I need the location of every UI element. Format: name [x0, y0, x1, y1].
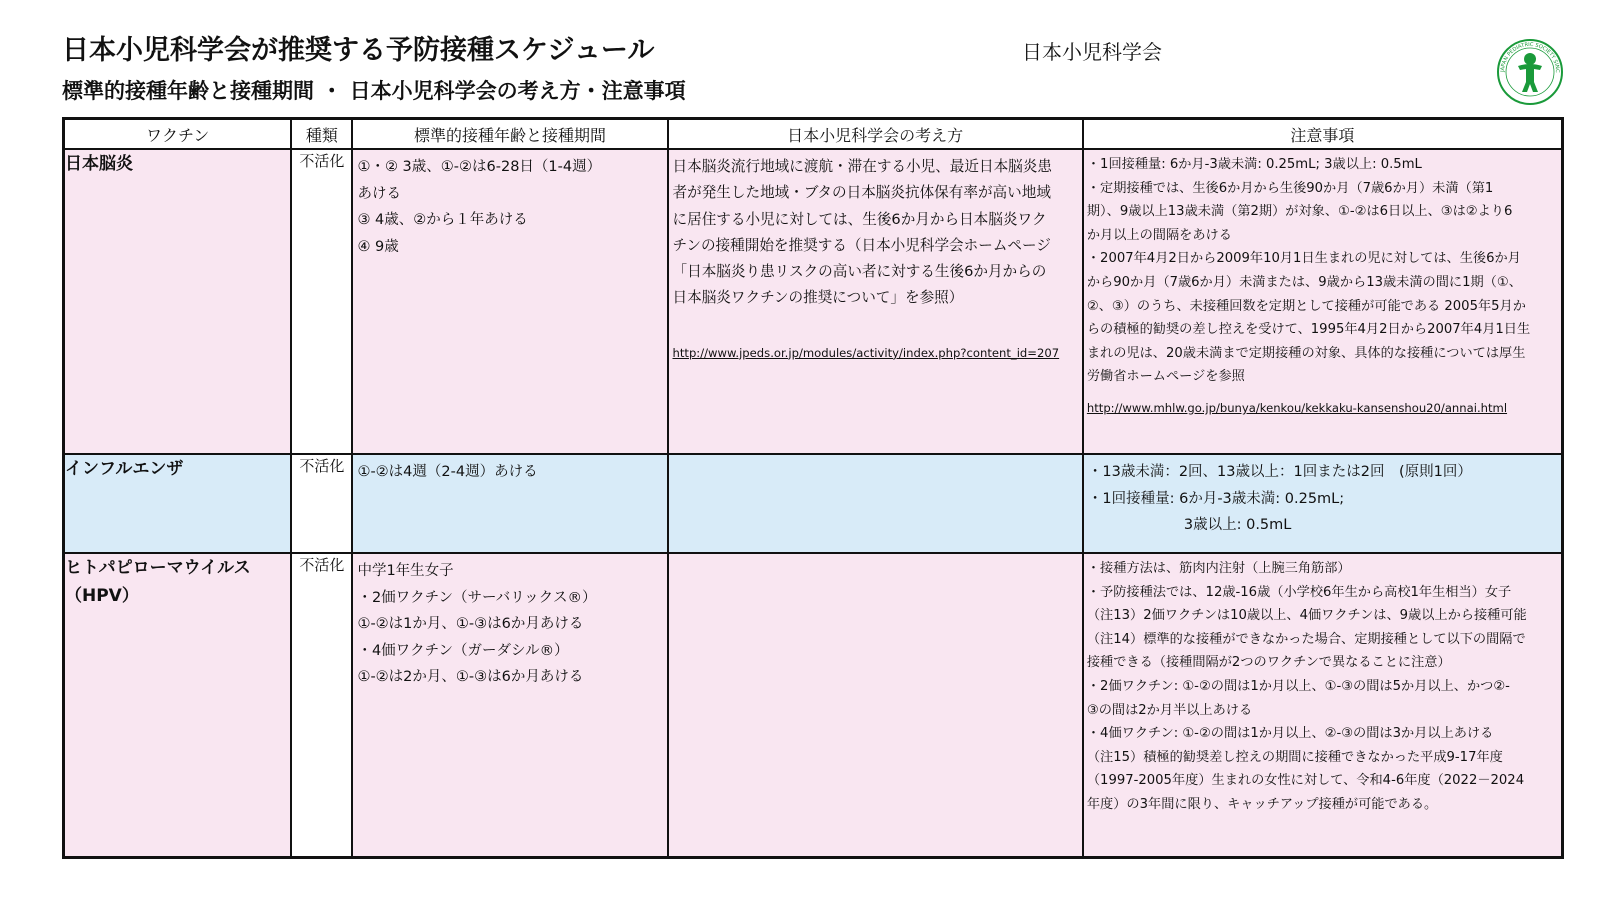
notes-line: ・定期接種では、生後6か月から生後90か月（7歳6か月）未満（第1 [1086, 180, 1494, 196]
vaccine-name-line2: （HPV） [65, 586, 139, 606]
notes-link[interactable]: http://www.mhlw.go.jp/bunya/kenkou/kekkaku-kansenshou20/annai.html [1086, 400, 1508, 415]
opinion-link[interactable]: http://www.jpeds.or.jp/modules/activity/index.php?content_id=207 [672, 345, 1060, 360]
notes-line: ②、③）のうち、未接種回数を定期として接種が可能である 2005年5月か [1086, 298, 1526, 314]
schedule-line: ④ 9歳 [357, 238, 399, 255]
notes-line: ・1回接種量: 6か月-3歳未満: 0.25mL; 3歳以上: 0.5mL [1086, 157, 1422, 172]
vaccine-name: 日本脳炎 [64, 149, 292, 454]
notes-line: 接種できる（接種間隔が2つのワクチンで異なることに注意） [1086, 655, 1451, 671]
schedule-line: ・4価ワクチン（ガーダシル®） [357, 642, 569, 659]
table-row-hpv [64, 553, 1563, 857]
page-title: 日本小児科学会が推奨する予防接種スケジュール [62, 35, 655, 66]
notes-line: ・2価ワクチン: ①-②の間は1か月以上、①-③の間は5か月以上、かつ②- [1086, 678, 1510, 694]
notes-line: （注13）2価ワクチンは10歳以上、4価ワクチンは、9歳以上から接種可能 [1086, 608, 1527, 624]
schedule-line: ・2価ワクチン（サーバリックス®） [357, 589, 597, 606]
opinion-line: 日本脳炎ワクチンの推奨について」を参照） [672, 289, 964, 307]
opinion-cell [668, 553, 1083, 857]
header-type: 種類 [291, 119, 352, 150]
page-subtitle: 標準的接種年齢と接種期間 ・ 日本小児科学会の考え方・注意事項 [62, 79, 686, 103]
schedule-line: あける [357, 185, 401, 202]
logo-text: JAPAN PEDIATRIC SOCIETY SINC [1499, 41, 1561, 73]
header-vaccine: ワクチン [64, 119, 292, 150]
vaccine-schedule-table [62, 117, 1564, 859]
vaccine-name-line1: ヒトパピローマウイルス [65, 558, 251, 578]
notes-line: ・13歳未満：2回、13歳以上：1回または2回 (原則1回） [1087, 464, 1472, 480]
header-notes: 注意事項 [1083, 119, 1563, 150]
notes-line: まれの児は、20歳未満まで定期接種の対象、具体的な接種については厚生 [1086, 345, 1526, 361]
header-opinion: 日本小児科学会の考え方 [668, 119, 1083, 150]
organization-name: 日本小児科学会 [1022, 40, 1162, 64]
notes-line: ・4価ワクチン: ①-②の間は1か月以上、②-③の間は3か月以上あける [1086, 726, 1494, 742]
notes-line: 期）、9歳以上13歳未満（第2期）が対象、①-②は6日以上、③は②より6 [1086, 204, 1513, 220]
notes-line: ・1回接種量: 6か月-3歳未満: 0.25mL; [1087, 490, 1345, 507]
schedule-line: ③ 4歳、②から１年あける [357, 212, 528, 228]
opinion-line: に居住する小児に対しては、生後6か月から日本脳炎ワク [672, 210, 1047, 228]
table-header-row [64, 119, 1563, 150]
vaccine-type: 不活化 [291, 454, 352, 553]
notes-line: ・接種方法は、筋肉内注射（上腕三角筋部） [1086, 561, 1351, 576]
vaccine-type: 不活化 [291, 149, 352, 454]
notes-line: 年度）の3年間に限り、キャッチアップ接種が可能である。 [1086, 796, 1438, 812]
notes-line: か月以上の間隔をあける [1086, 227, 1232, 243]
society-logo-icon [1496, 38, 1564, 106]
notes-cell [1083, 454, 1563, 553]
vaccine-name: インフルエンザ [64, 454, 292, 553]
table-row-influenza [64, 454, 1563, 553]
notes-line: 3歳以上: 0.5mL [1183, 517, 1292, 533]
schedule-line: 中学1年生女子 [357, 563, 454, 579]
opinion-line: 「日本脳炎り患リスクの高い者に対する生後6か月からの [672, 263, 1047, 281]
schedule-cell [352, 454, 667, 553]
schedule-cell [352, 553, 667, 857]
table-row-japanese-encephalitis [64, 149, 1563, 454]
notes-line: （1997-2005年度）生まれの女性に対して、令和4-6年度（2022－2024 [1086, 773, 1525, 789]
opinion-line: チンの接種開始を推奨する（日本小児科学会ホームページ [672, 236, 1051, 254]
notes-cell [1083, 553, 1563, 857]
notes-line: （注14）標準的な接種ができなかった場合、定期接種として以下の間隔で [1086, 631, 1526, 647]
schedule-line: ①・② 3歳、①-②は6-28日（1-4週） [357, 159, 602, 175]
notes-line: ・予防接種法では、12歳-16歳（小学校6年生から高校1年生相当）女子 [1086, 584, 1512, 600]
notes-cell [1083, 149, 1563, 454]
schedule-line: ①-②は4週（2-4週）あける [357, 464, 538, 480]
notes-line: ・2007年4月2日から2009年10月1日生まれの児に対しては、生後6か月 [1086, 251, 1521, 267]
schedule-line: ①-②は2か月、①-③は6か月あける [357, 669, 584, 685]
schedule-cell [352, 149, 667, 454]
notes-line: から90か月（7歳6か月）未満または、9歳から13歳未満の間に1期（①、 [1086, 274, 1522, 290]
notes-line: 労働省ホームページを参照 [1086, 369, 1245, 385]
vaccine-type: 不活化 [291, 553, 352, 857]
vaccine-name [64, 553, 292, 857]
schedule-line: ①-②は1か月、①-③は6か月あける [357, 616, 584, 632]
notes-line: らの積極的勧奨の差し控えを受けて、1995年4月2日から2007年4月1日生 [1086, 322, 1531, 338]
opinion-cell [668, 149, 1083, 454]
opinion-line: 者が発生した地域・ブタの日本脳炎抗体保有率が高い地域 [672, 184, 1051, 202]
notes-line: （注15）積極的勧奨差し控えの期間に接種できなかった平成9-17年度 [1086, 749, 1503, 765]
opinion-cell [668, 454, 1083, 553]
notes-line: ③の間は2か月半以上あける [1086, 702, 1253, 718]
opinion-line: 日本脳炎流行地域に渡航・滞在する小児、最近日本脳炎患 [672, 158, 1052, 175]
header-schedule: 標準的接種年齢と接種期間 [352, 119, 667, 150]
